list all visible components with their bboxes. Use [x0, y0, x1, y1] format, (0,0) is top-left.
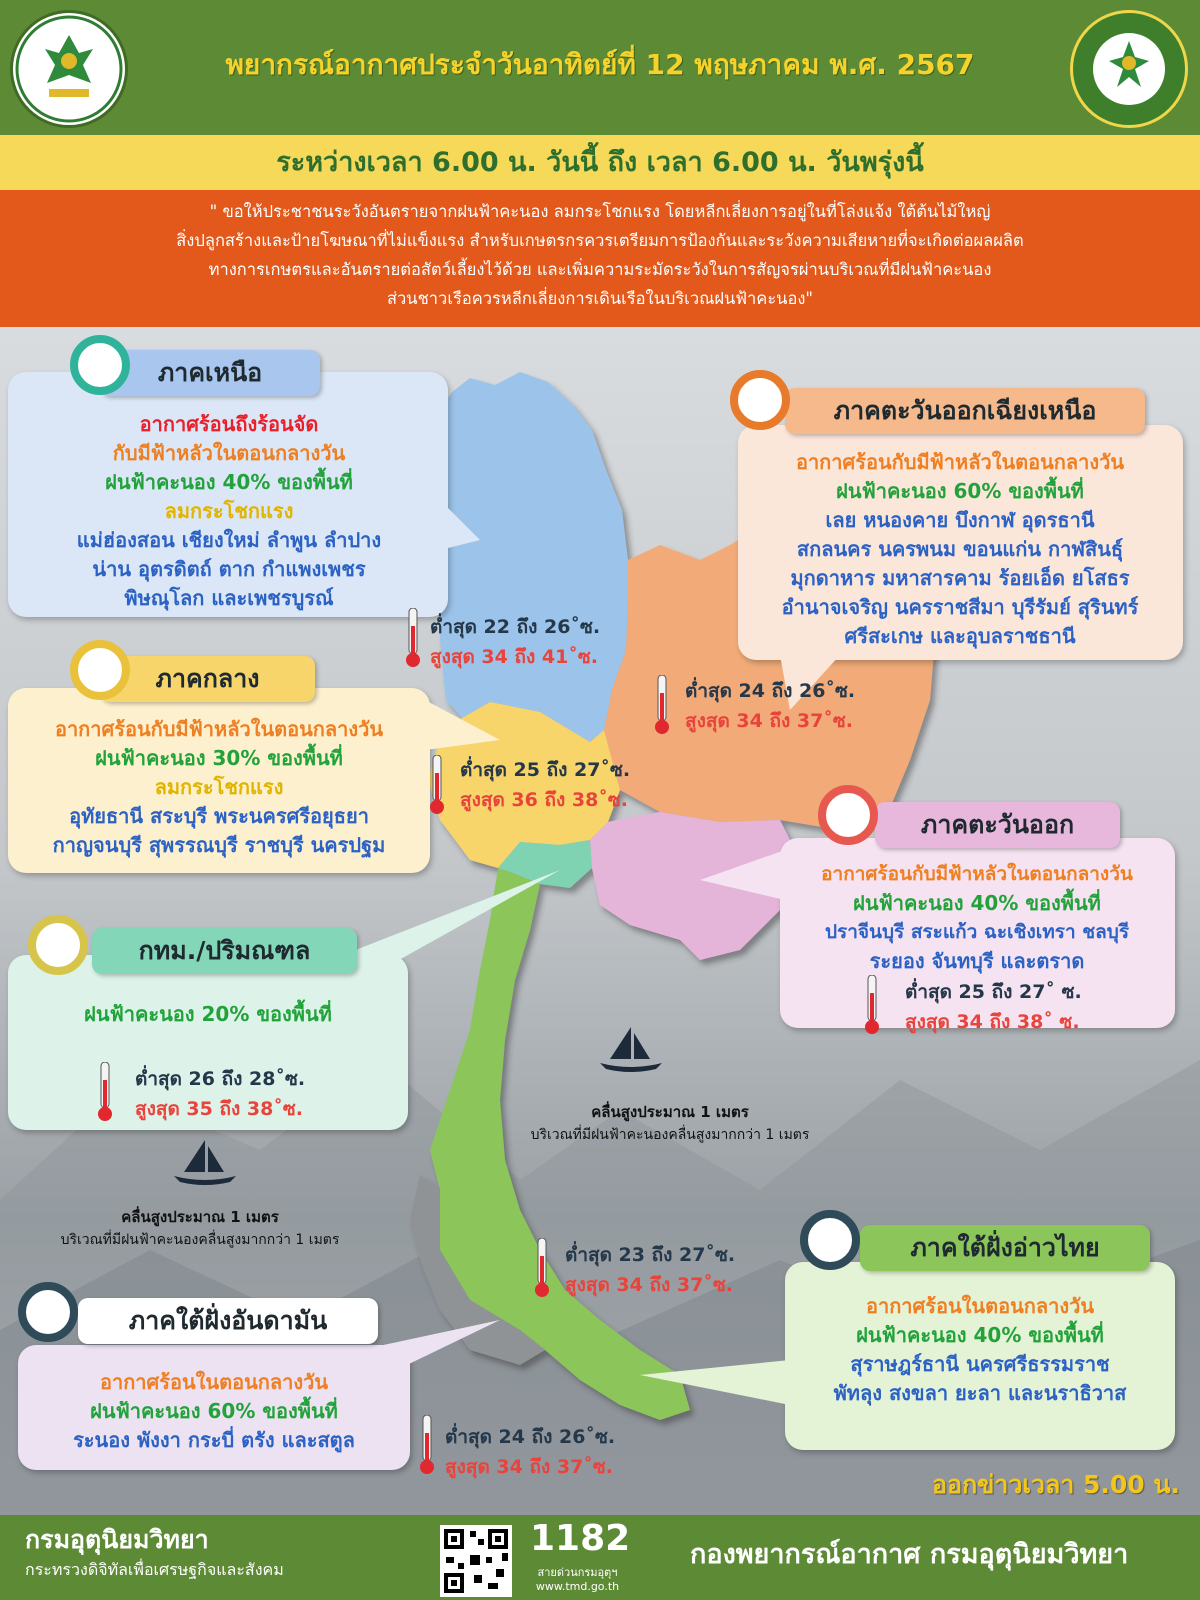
region-label-east: ภาคตะวันออก [875, 802, 1120, 848]
province-line: ระยอง จันทบุรี และตราด [869, 949, 1085, 973]
ministry-logo [10, 10, 128, 128]
location-pin-icon [28, 915, 88, 975]
location-pin-icon [18, 1282, 78, 1342]
temp-min-south-andaman: ต่ำสุด 24 ถึง 26˚ซ. [445, 1426, 616, 1448]
page-title: พยากรณ์อากาศประจำวันอาทิตย์ที่ 12 พฤษภาคม พ.ศ. 2567 [225, 48, 975, 81]
region-text-south-gulf [787, 1292, 1173, 1408]
hotline-number: 1182 [530, 1518, 631, 1559]
warning-line: " ขอให้ประชาชนระวังอันตรายจากฝนฟ้าคะนอง ลมกระโชกแรง โดยหลีกเลี่ยงการอยู่ในที่โล่งแจ้ง ใต้ต้นไม้ใหญ่ [209, 202, 991, 221]
region-text-central [10, 715, 428, 860]
location-pin-icon [70, 640, 130, 700]
province-line: น่าน อุตรดิตถ์ ตาก กำแพงเพชร [92, 557, 366, 581]
weather-line: อากาศร้อนกับมีฟ้าหลัวในตอนกลางวัน [795, 450, 1125, 474]
province-line: สุราษฎร์ธานี นครศรีธรรมราช [850, 1352, 1110, 1376]
temp-min-south-gulf: ต่ำสุด 23 ถึง 27˚ซ. [565, 1244, 736, 1266]
region-text-northeast [740, 448, 1180, 651]
wave-note: บริเวณที่มีฝนฟ้าคะนองคลื่นสูงมากกว่า 1 เมตร [60, 1232, 340, 1248]
qr-code-icon[interactable] [440, 1525, 512, 1597]
location-pin-icon [800, 1210, 860, 1270]
weather-line: ฝนฟ้าคะนอง 40% ของพื้นที่ [856, 1323, 1104, 1347]
warning-line: สิ่งปลูกสร้างและป้ายโฆษณาที่ไม่แข็งแรง สำหรับเกษตรกรควรเตรียมการป้องกันและระวังความเสียหายที่จะเกิดต่อผลผลิต [176, 231, 1024, 250]
website-link[interactable]: www.tmd.go.th [535, 1580, 620, 1593]
thermometer-icon [430, 755, 444, 815]
region-label-south-gulf: ภาคใต้ฝั่งอ่าวไทย [860, 1225, 1150, 1271]
footer-division: กองพยากรณ์อากาศ กรมอุตุนิยมวิทยา [690, 1539, 1129, 1570]
location-pin-icon [70, 335, 130, 395]
region-text-south-andaman [20, 1368, 408, 1455]
province-line: เลย หนองคาย บึงกาฬ อุดรธานี [825, 508, 1095, 532]
footer-ministry: กระทรวงดิจิทัลเพื่อเศรษฐกิจและสังคม [25, 1560, 284, 1579]
region-label-south-andaman: ภาคใต้ฝั่งอันดามัน [78, 1298, 378, 1344]
warning-line: ทางการเกษตรและอันตรายต่อสัตว์เลี้ยงไว้ด้วย และเพิ่มความระมัดระวังในการสัญจรผ่านบริเวณที่มีฝนฟ้าคะนอง [208, 260, 992, 279]
thermometer-icon [535, 1238, 549, 1298]
tmd-logo [1070, 10, 1188, 128]
weather-line: ลมกระโชกแรง [164, 499, 294, 523]
temp-max-east: สูงสุด 34 ถึง 38˚ ซ. [905, 1011, 1080, 1033]
province-line: ศรีสะเกษ และอุบลราชธานี [844, 624, 1076, 648]
callout-pointer-east [700, 850, 785, 910]
province-line: พิษณุโลก และเพชรบูรณ์ [124, 586, 334, 610]
warning-line: ส่วนชาวเรือควรหลีกเลี่ยงการเดินเรือในบริเวณฝนฟ้าคะนอง" [386, 289, 814, 308]
wave-info-gulf [520, 1100, 820, 1146]
callout-pointer-north [440, 500, 480, 560]
issued-time: ออกข่าวเวลา 5.00 น. [932, 1470, 1180, 1499]
tmd-emblem-icon [1073, 13, 1185, 125]
weather-line: กับมีฟ้าหลัวในตอนกลางวัน [112, 441, 346, 465]
weather-line: ฝนฟ้าคะนอง 20% ของพื้นที่ [84, 1002, 332, 1026]
weather-line: อากาศร้อนกับมีฟ้าหลัวในตอนกลางวัน [54, 717, 384, 741]
province-line: มุกดาหาร มหาสารคาม ร้อยเอ็ด ยโสธร [790, 566, 1130, 590]
temp-min-northeast: ต่ำสุด 24 ถึง 26˚ซ. [685, 680, 856, 702]
temp-min-bangkok: ต่ำสุด 26 ถึง 28˚ซ. [135, 1068, 306, 1090]
province-line: พัทลุง สงขลา ยะลา และนราธิวาส [833, 1381, 1127, 1405]
sailboat-icon [596, 1025, 666, 1075]
weather-line: ฝนฟ้าคะนอง 40% ของพื้นที่ [105, 470, 353, 494]
weather-line: ฝนฟ้าคะนอง 60% ของพื้นที่ [90, 1399, 338, 1423]
callout-pointer-central [425, 700, 505, 760]
forecast-period: ระหว่างเวลา 6.00 น. วันนี้ ถึง เวลา 6.00 น. วันพรุ่งนี้ [276, 147, 924, 178]
thermometer-icon [406, 608, 420, 668]
sailboat-icon [170, 1138, 240, 1188]
callout-pointer-south-gulf [640, 1360, 790, 1410]
weather-line: อากาศร้อนในตอนกลางวัน [865, 1294, 1095, 1318]
region-label-north: ภาคเหนือ [100, 350, 320, 396]
province-line: ระนอง พังงา กระบี่ ตรัง และสตูล [73, 1428, 355, 1452]
callout-pointer-bangkok [330, 860, 560, 970]
region-label-bangkok: กทม./ปริมณฑล [92, 928, 357, 974]
thermometer-icon [865, 975, 879, 1035]
temp-min-east: ต่ำสุด 25 ถึง 27˚ ซ. [905, 981, 1082, 1003]
province-line: กาญจนบุรี สุพรรณบุรี ราชบุรี นครปฐม [52, 833, 386, 857]
province-line: แม่ฮ่องสอน เชียงใหม่ ลำพูน ลำปาง [76, 528, 382, 552]
weather-line: ลมกระโชกแรง [154, 775, 284, 799]
temp-max-central: สูงสุด 36 ถึง 38˚ซ. [460, 789, 628, 811]
thermometer-icon [655, 675, 669, 735]
region-text-east [782, 860, 1172, 976]
temp-max-northeast: สูงสุด 34 ถึง 37˚ซ. [685, 710, 853, 732]
temp-max-south-gulf: สูงสุด 34 ถึง 37˚ซ. [565, 1274, 733, 1296]
weather-line: ฝนฟ้าคะนอง 40% ของพื้นที่ [853, 891, 1101, 915]
temp-max-bangkok: สูงสุด 35 ถึง 38˚ซ. [135, 1098, 303, 1120]
wave-height: คลื่นสูงประมาณ 1 เมตร [591, 1103, 749, 1121]
temp-min-central: ต่ำสุด 25 ถึง 27˚ซ. [460, 759, 631, 781]
region-label-central: ภาคกลาง [100, 656, 315, 702]
region-text-bangkok [10, 1000, 406, 1029]
weather-line: อากาศร้อนถึงร้อนจัด [139, 412, 319, 436]
province-line: ปราจีนบุรี สระแก้ว ฉะเชิงเทรา ชลบุรี [824, 921, 1130, 943]
wave-height: คลื่นสูงประมาณ 1 เมตร [121, 1208, 279, 1226]
temp-max-north: สูงสุด 34 ถึง 41˚ซ. [430, 646, 598, 668]
thermometer-icon [98, 1062, 112, 1122]
region-text-north [14, 410, 444, 613]
footer-dept-name: กรมอุตุนิยมวิทยา [25, 1525, 209, 1554]
weather-line: ฝนฟ้าคะนอง 30% ของพื้นที่ [95, 746, 343, 770]
thermometer-icon [420, 1415, 434, 1475]
weather-line: อากาศร้อนในตอนกลางวัน [99, 1370, 329, 1394]
location-pin-icon [730, 370, 790, 430]
province-line: อำนาจเจริญ นครราชสีมา บุรีรัมย์ สุรินทร์ [781, 595, 1139, 619]
garuda-emblem-icon [13, 13, 125, 125]
weather-line: ฝนฟ้าคะนอง 60% ของพื้นที่ [836, 479, 1084, 503]
wave-info-andaman [30, 1205, 370, 1251]
weather-line: อากาศร้อนกับมีฟ้าหลัวในตอนกลางวัน [821, 863, 1133, 885]
wave-note: บริเวณที่มีฝนฟ้าคะนองคลื่นสูงมากกว่า 1 เมตร [530, 1127, 810, 1143]
province-line: อุทัยธานี สระบุรี พระนครศรีอยุธยา [69, 804, 369, 828]
temp-min-north: ต่ำสุด 22 ถึง 26˚ซ. [430, 616, 601, 638]
temp-max-south-andaman: สูงสุด 34 ถึง 37˚ซ. [445, 1456, 613, 1478]
hotline-label: สายด่วนกรมอุตุฯ [537, 1566, 618, 1579]
region-label-northeast: ภาคตะวันออกเฉียงเหนือ [785, 388, 1145, 434]
province-line: สกลนคร นครพนม ขอนแก่น กาฬสินธุ์ [796, 537, 1124, 561]
location-pin-icon [818, 785, 878, 845]
